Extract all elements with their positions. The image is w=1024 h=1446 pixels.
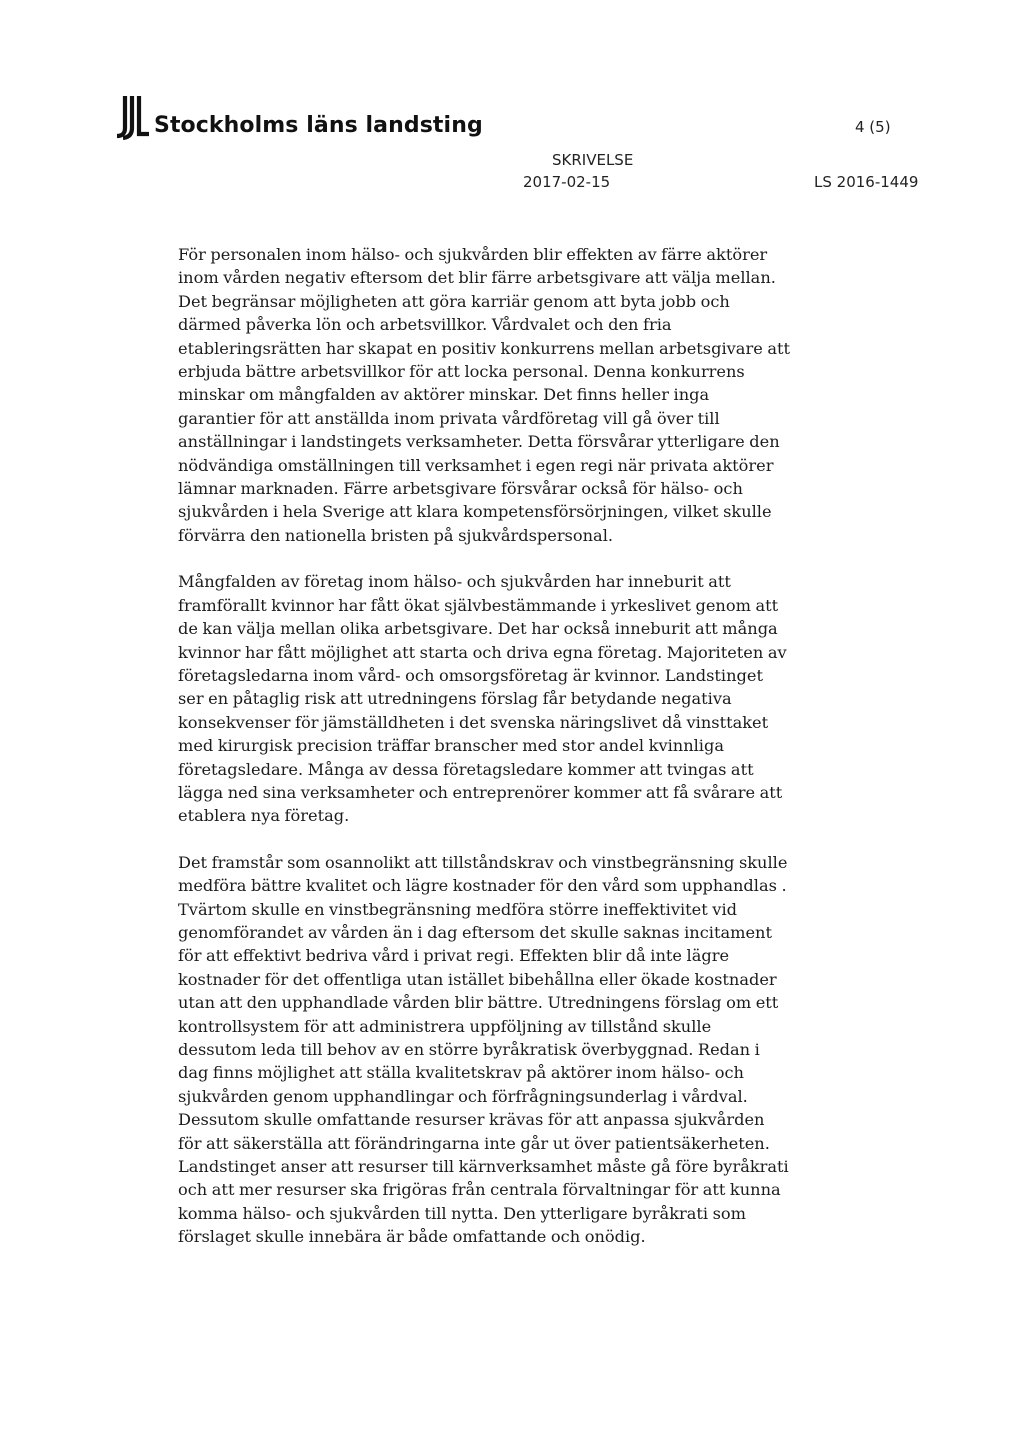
organization-name: Stockholms läns landsting [154, 113, 483, 138]
document-date: 2017-02-15 [523, 173, 611, 191]
sll-logo-icon [116, 94, 150, 140]
paragraph: Mångfalden av företag inom hälso- och sjukvården har inneburit att framförallt kvinnor har fått ökat självbestämmande i yrkeslivet genom att de kan välja mellan olika arbetsgivare. Det har också inneburit att många kvinnor har fått möjlighet att starta och driva egna företag. Majoriteten av företagsledarna inom vård- och omsorgsföretag är kvinnor. Landstinget ser en påtaglig risk att utredningens förslag får betydande negativa konsekvenser för jämställdheten i det svenska näringslivet då vinsttaket med kirurgisk precision träffar branscher med stor andel kvinnliga företagsledare. Många av dessa företagsledare kommer att tvingas att lägga ned sina verksamheter och entreprenörer kommer att få svårare att etablera nya företag. [178, 572, 787, 826]
organization-logo [116, 86, 483, 140]
paragraph: För personalen inom hälso- och sjukvården blir effekten av färre aktörer inom vården negativ eftersom det blir färre arbetsgivare att välja mellan. Det begränsar möjligheten att göra karriär genom att byta jobb och därmed påverka lön och arbetsvillkor. Vårdvalet och den fria etableringsrätten har skapat en positiv konkurrens mellan arbetsgivare att erbjuda bättre arbetsvillkor för att locka personal. Denna konkurrens minskar om mångfalden av aktörer minskar. Det finns heller inga garantier för att anställda inom privata vårdföretag vill gå över till anställningar i landstingets verksamheter. Detta försvårar ytterligare den nödvändiga omställningen till verksamhet i egen regi när privata aktörer lämnar marknaden. Färre arbetsgivare försvårar också för hälso- och sjukvården i hela Sverige att klara kompetensförsörjningen, vilket skulle förvärra den nationella bristen på sjukvårdspersonal. [178, 245, 790, 545]
page-number: 4 (5) [855, 118, 891, 136]
document-reference: LS 2016-1449 [814, 173, 919, 191]
document-type: SKRIVELSE [552, 151, 634, 169]
document-body [178, 243, 790, 1272]
paragraph: Det framstår som osannolikt att tillståndskrav och vinstbegränsning skulle medföra bättre kvalitet och lägre kostnader för den vård som upphandlas . Tvärtom skulle en vinstbegränsning medföra större ineffektivitet vid genomförandet av vården än i dag eftersom det skulle saknas incitament för att effektivt bedriva vård i privat regi. Effekten blir då inte lägre kostnader för det offentliga utan istället bibehållna eller ökade kostnader utan att den upphandlade vården blir bättre. Utredningens förslag om ett kontrollsystem för att administrera uppföljning av tillstånd skulle dessutom leda till behov av en större byråkratisk överbyggnad. Redan i dag finns möjlighet att ställa kvalitetskrav på aktörer inom hälso- och sjukvården genom upphandlingar och förfrågningsunderlag i vårdval. Dessutom skulle omfattande resurser krävas för att anpassa sjukvården för att säkerställa att förändringarna inte går ut över patientsäkerheten. Landstinget anser att resurser till kärnverksamhet måste gå före byråkrati och att mer resurser ska frigöras från centrala förvaltningar för att kunna komma hälso- och sjukvården till nytta. Den ytterligare byråkrati som förslaget skulle innebära är både omfattande och onödig. [178, 852, 789, 1247]
